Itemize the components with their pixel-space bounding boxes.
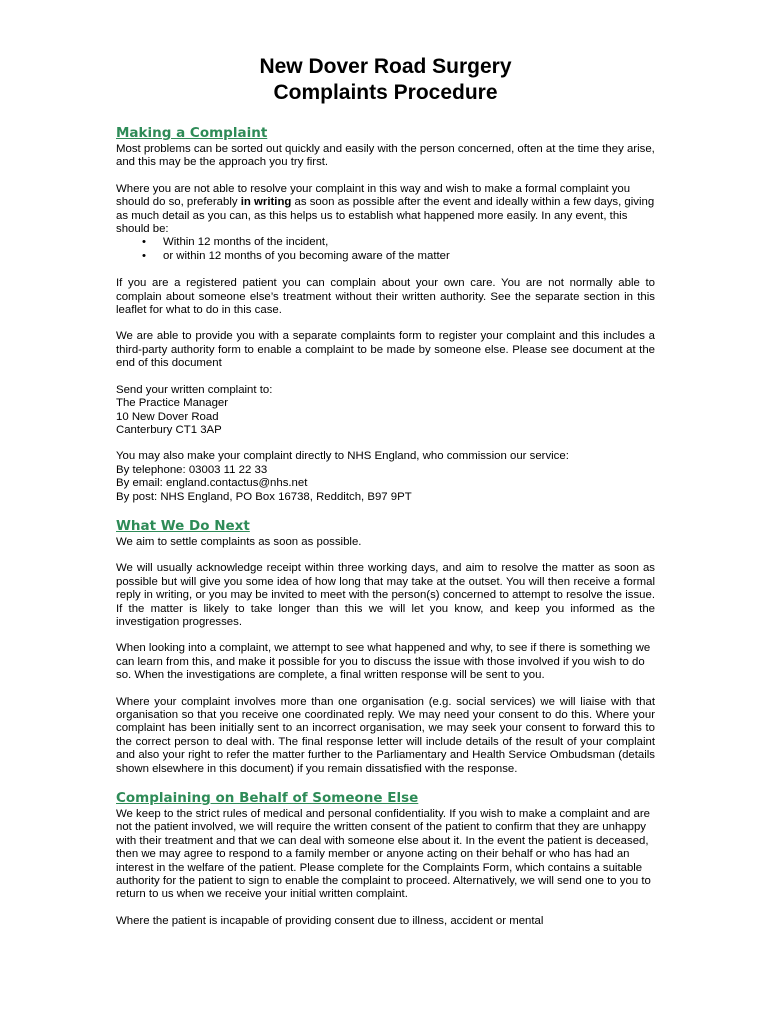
list-item-text: or within 12 months of you becoming aware of the matter: [163, 249, 450, 262]
contact-line-post: By post: NHS England, PO Box 16738, Redditch, B97 9PT: [116, 490, 412, 503]
document-title: [116, 54, 655, 106]
time-limit-list: [116, 236, 655, 263]
bullet-icon: •: [142, 236, 146, 249]
bullet-icon: •: [142, 249, 146, 262]
next-paragraph-4: Where your complaint involves more than one organisation (e.g. social services) we will liaise with that organisation so that you receive one coordinated reply. We may need your consent to do this. Where your complaint has been initially sent to an incorrect organisation, we may seek your consent to forward this to the correct person to deal with. The final response letter will include details of the result of your complaint and also your right to refer the matter further to the Parliamentary and Health Service Ombudsman (details shown elsewhere in this document) if you remain dissatisfied with the response.: [116, 695, 655, 775]
postal-address-block: [116, 384, 655, 438]
contact-line: You may also make your complaint directly to NHS England, who commission our service:: [116, 450, 569, 463]
making-paragraph-4: We are able to provide you with a separate complaints form to register your complaint and this includes a third-party authority form to enable a complaint to be made by someone else. Please see document at the end of this document: [116, 330, 655, 370]
next-paragraph-2: We will usually acknowledge receipt within three working days, and aim to resolve the matter as soon as possible but will give you some idea of how long that may take at the outset. You will then receive a formal reply in writing, or you may be invited to meet with the person(s) concerned to attempt to resolve the issue. If the matter is likely to take longer than this we will let you know, and keep you informed as the investigation progresses.: [116, 562, 655, 628]
nhs-england-contact-block: [116, 450, 655, 504]
address-line: Send your written complaint to:: [116, 383, 273, 396]
heading-complaining-on-behalf: Complaining on Behalf of Someone Else: [116, 790, 419, 807]
making-p2-text-before: Where you are not able to resolve your complaint in this way and wish to make a formal complaint you should do so, preferably: [116, 182, 631, 209]
address-line: 10 New Dover Road: [116, 410, 219, 423]
behalf-paragraph-2: Where the patient is incapable of providing consent due to illness, accident or mental: [116, 914, 544, 927]
making-p2-text-after: as soon as possible after the event and ideally within a few days, giving as much detail as you can, as this helps us to establish what happened more easily. In any event, this should be:: [116, 196, 655, 236]
title-line-procedure: Complaints Procedure: [273, 81, 498, 104]
title-line-practice: New Dover Road Surgery: [259, 55, 512, 78]
making-paragraph-1: Most problems can be sorted out quickly and easily with the person concerned, often at the time they arise, and this may be the approach you try first.: [116, 143, 655, 169]
next-paragraph-1: We aim to settle complaints as soon as possible.: [116, 535, 362, 548]
list-item: [142, 236, 655, 249]
list-item-text: Within 12 months of the incident,: [163, 236, 329, 249]
making-paragraph-3: If you are a registered patient you can complain about your own care. You are not normally able to complain about someone else’s treatment without their written authority. See the separate section in this leaflet for what to do in this case.: [116, 277, 655, 317]
making-p2-bold-in-writing: in writing: [240, 196, 292, 209]
heading-what-we-do-next: What We Do Next: [116, 517, 250, 534]
next-paragraph-3: When looking into a complaint, we attempt to see what happened and why, to see if there is something we can learn from this, and make it possible for you to discuss the issue with those involved if you wish to do so. When the investigations are complete, a final written response will be sent to you.: [116, 642, 651, 682]
making-paragraph-2: [116, 183, 655, 237]
contact-line-telephone: By telephone: 03003 11 22 33: [116, 463, 268, 476]
heading-making-a-complaint: Making a Complaint: [116, 125, 268, 141]
behalf-paragraph-1: We keep to the strict rules of medical and personal confidentiality. If you wish to make a complaint and are not the patient involved, we will require the written consent of the patient to confirm that they are unhappy with their treatment and that we can deal with someone else about it. In the event the patient is deceased, then we may agree to respond to a family member or anyone acting on their behalf or who has had an interest in the welfare of the patient. Please complete for the Complaints Form, which contains a suitable authority for the patient to sign to enable the complaint to proceed. Alternatively, we will send one to you to return to us when we receive your initial written complaint.: [116, 808, 651, 901]
contact-line-email: By email: england.contactus@nhs.net: [116, 477, 308, 490]
address-line: Canterbury CT1 3AP: [116, 423, 222, 436]
list-item: [142, 250, 655, 263]
address-line: The Practice Manager: [116, 397, 229, 410]
